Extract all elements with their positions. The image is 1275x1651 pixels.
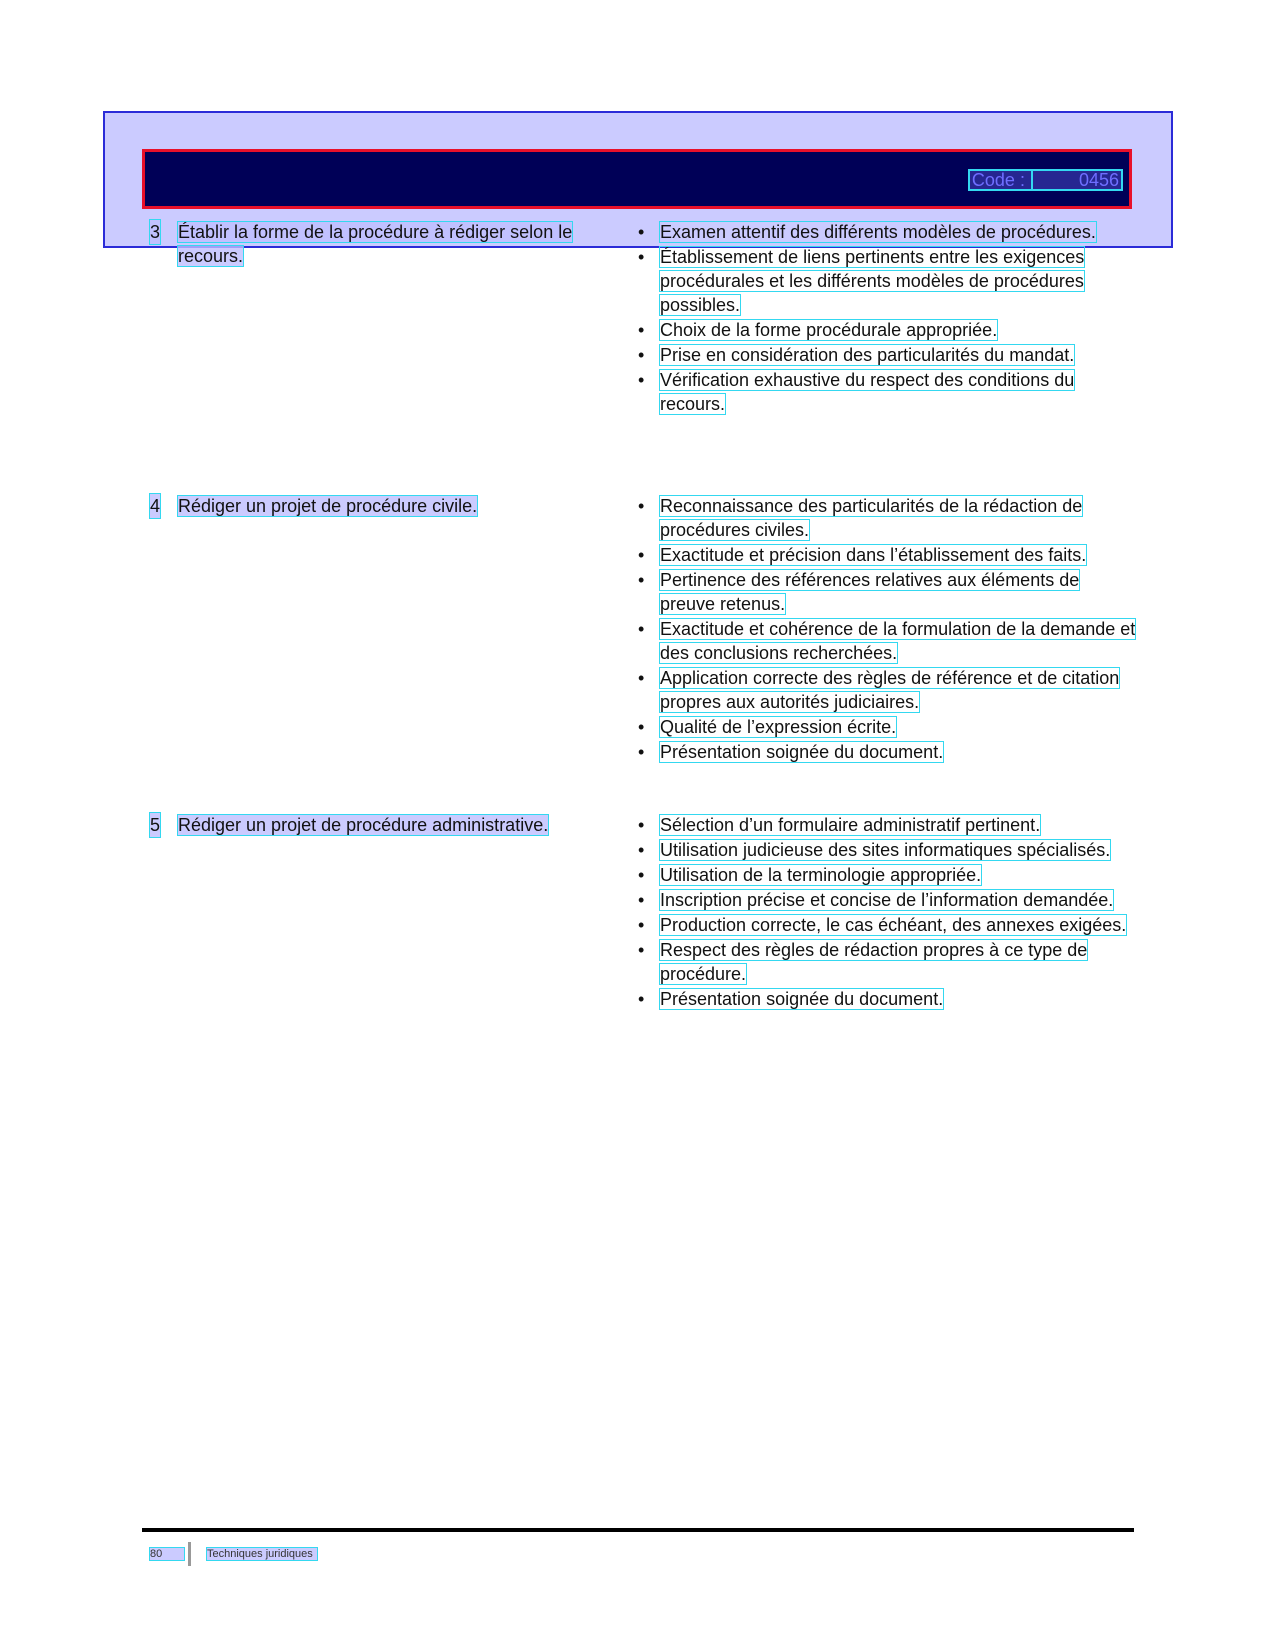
footer-rule: [142, 1528, 1134, 1532]
criterion-item: • Production correcte, le cas échéant, des annexes exigées.: [638, 913, 1138, 937]
code-header-bar: [142, 149, 1132, 209]
criterion-item: • Exactitude et cohérence de la formulation de la demande et des conclusions recherchées.: [638, 617, 1138, 665]
criterion-item: • Reconnaissance des particularités de la rédaction de procédures civiles.: [638, 494, 1138, 542]
code-label: Code :: [971, 169, 1025, 190]
criterion-item: • Présentation soignée du document.: [638, 740, 1138, 764]
criterion-item: • Exactitude et précision dans l’établissement des faits.: [638, 543, 1138, 567]
course-code: [968, 169, 1123, 191]
competency-title: Rédiger un projet de procédure administrative.: [178, 815, 549, 835]
competency-number: 4: [150, 496, 161, 516]
page-footer: [150, 1542, 317, 1566]
criteria-list: [638, 813, 1138, 1012]
criterion-item: • Utilisation judicieuse des sites informatiques spécialisés.: [638, 838, 1138, 862]
competency-title: Rédiger un projet de procédure civile.: [178, 496, 478, 516]
criterion-item: • Inscription précise et concise de l’information demandée.: [638, 888, 1138, 912]
criteria-list: [638, 494, 1138, 765]
criterion-item: • Prise en considération des particularités du mandat.: [638, 343, 1138, 367]
criterion-item: • Vérification exhaustive du respect des conditions du recours.: [638, 368, 1138, 416]
code-separator: [1031, 171, 1033, 189]
criterion-item: • Utilisation de la terminologie appropriée.: [638, 863, 1138, 887]
criterion-item: • Pertinence des références relatives aux éléments de preuve retenus.: [638, 568, 1138, 616]
criteria-list: [638, 220, 1138, 417]
criterion-item: • Établissement de liens pertinents entre les exigences procédurales et les différents modèles de procédures possibles.: [638, 245, 1138, 317]
competency-title: Établir la forme de la procédure à rédiger selon le recours.: [178, 222, 573, 266]
competency-number: 5: [150, 815, 161, 835]
criterion-item: • Examen attentif des différents modèles de procédures.: [638, 220, 1138, 244]
criterion-item: • Choix de la forme procédurale appropriée.: [638, 318, 1138, 342]
criterion-item: • Sélection d’un formulaire administratif pertinent.: [638, 813, 1138, 837]
footer-separator: [188, 1542, 191, 1566]
competency-number: 3: [150, 222, 161, 242]
criterion-item: • Présentation soignée du document.: [638, 987, 1138, 1011]
criterion-item: • Qualité de l’expression écrite.: [638, 715, 1138, 739]
criterion-item: • Application correcte des règles de référence et de citation propres aux autorités judiciaires.: [638, 666, 1138, 714]
code-value: 0456: [1078, 169, 1119, 190]
footer-title: Techniques juridiques: [207, 1548, 317, 1560]
page-number: 80: [150, 1548, 184, 1560]
criterion-item: • Respect des règles de rédaction propres à ce type de procédure.: [638, 938, 1138, 986]
